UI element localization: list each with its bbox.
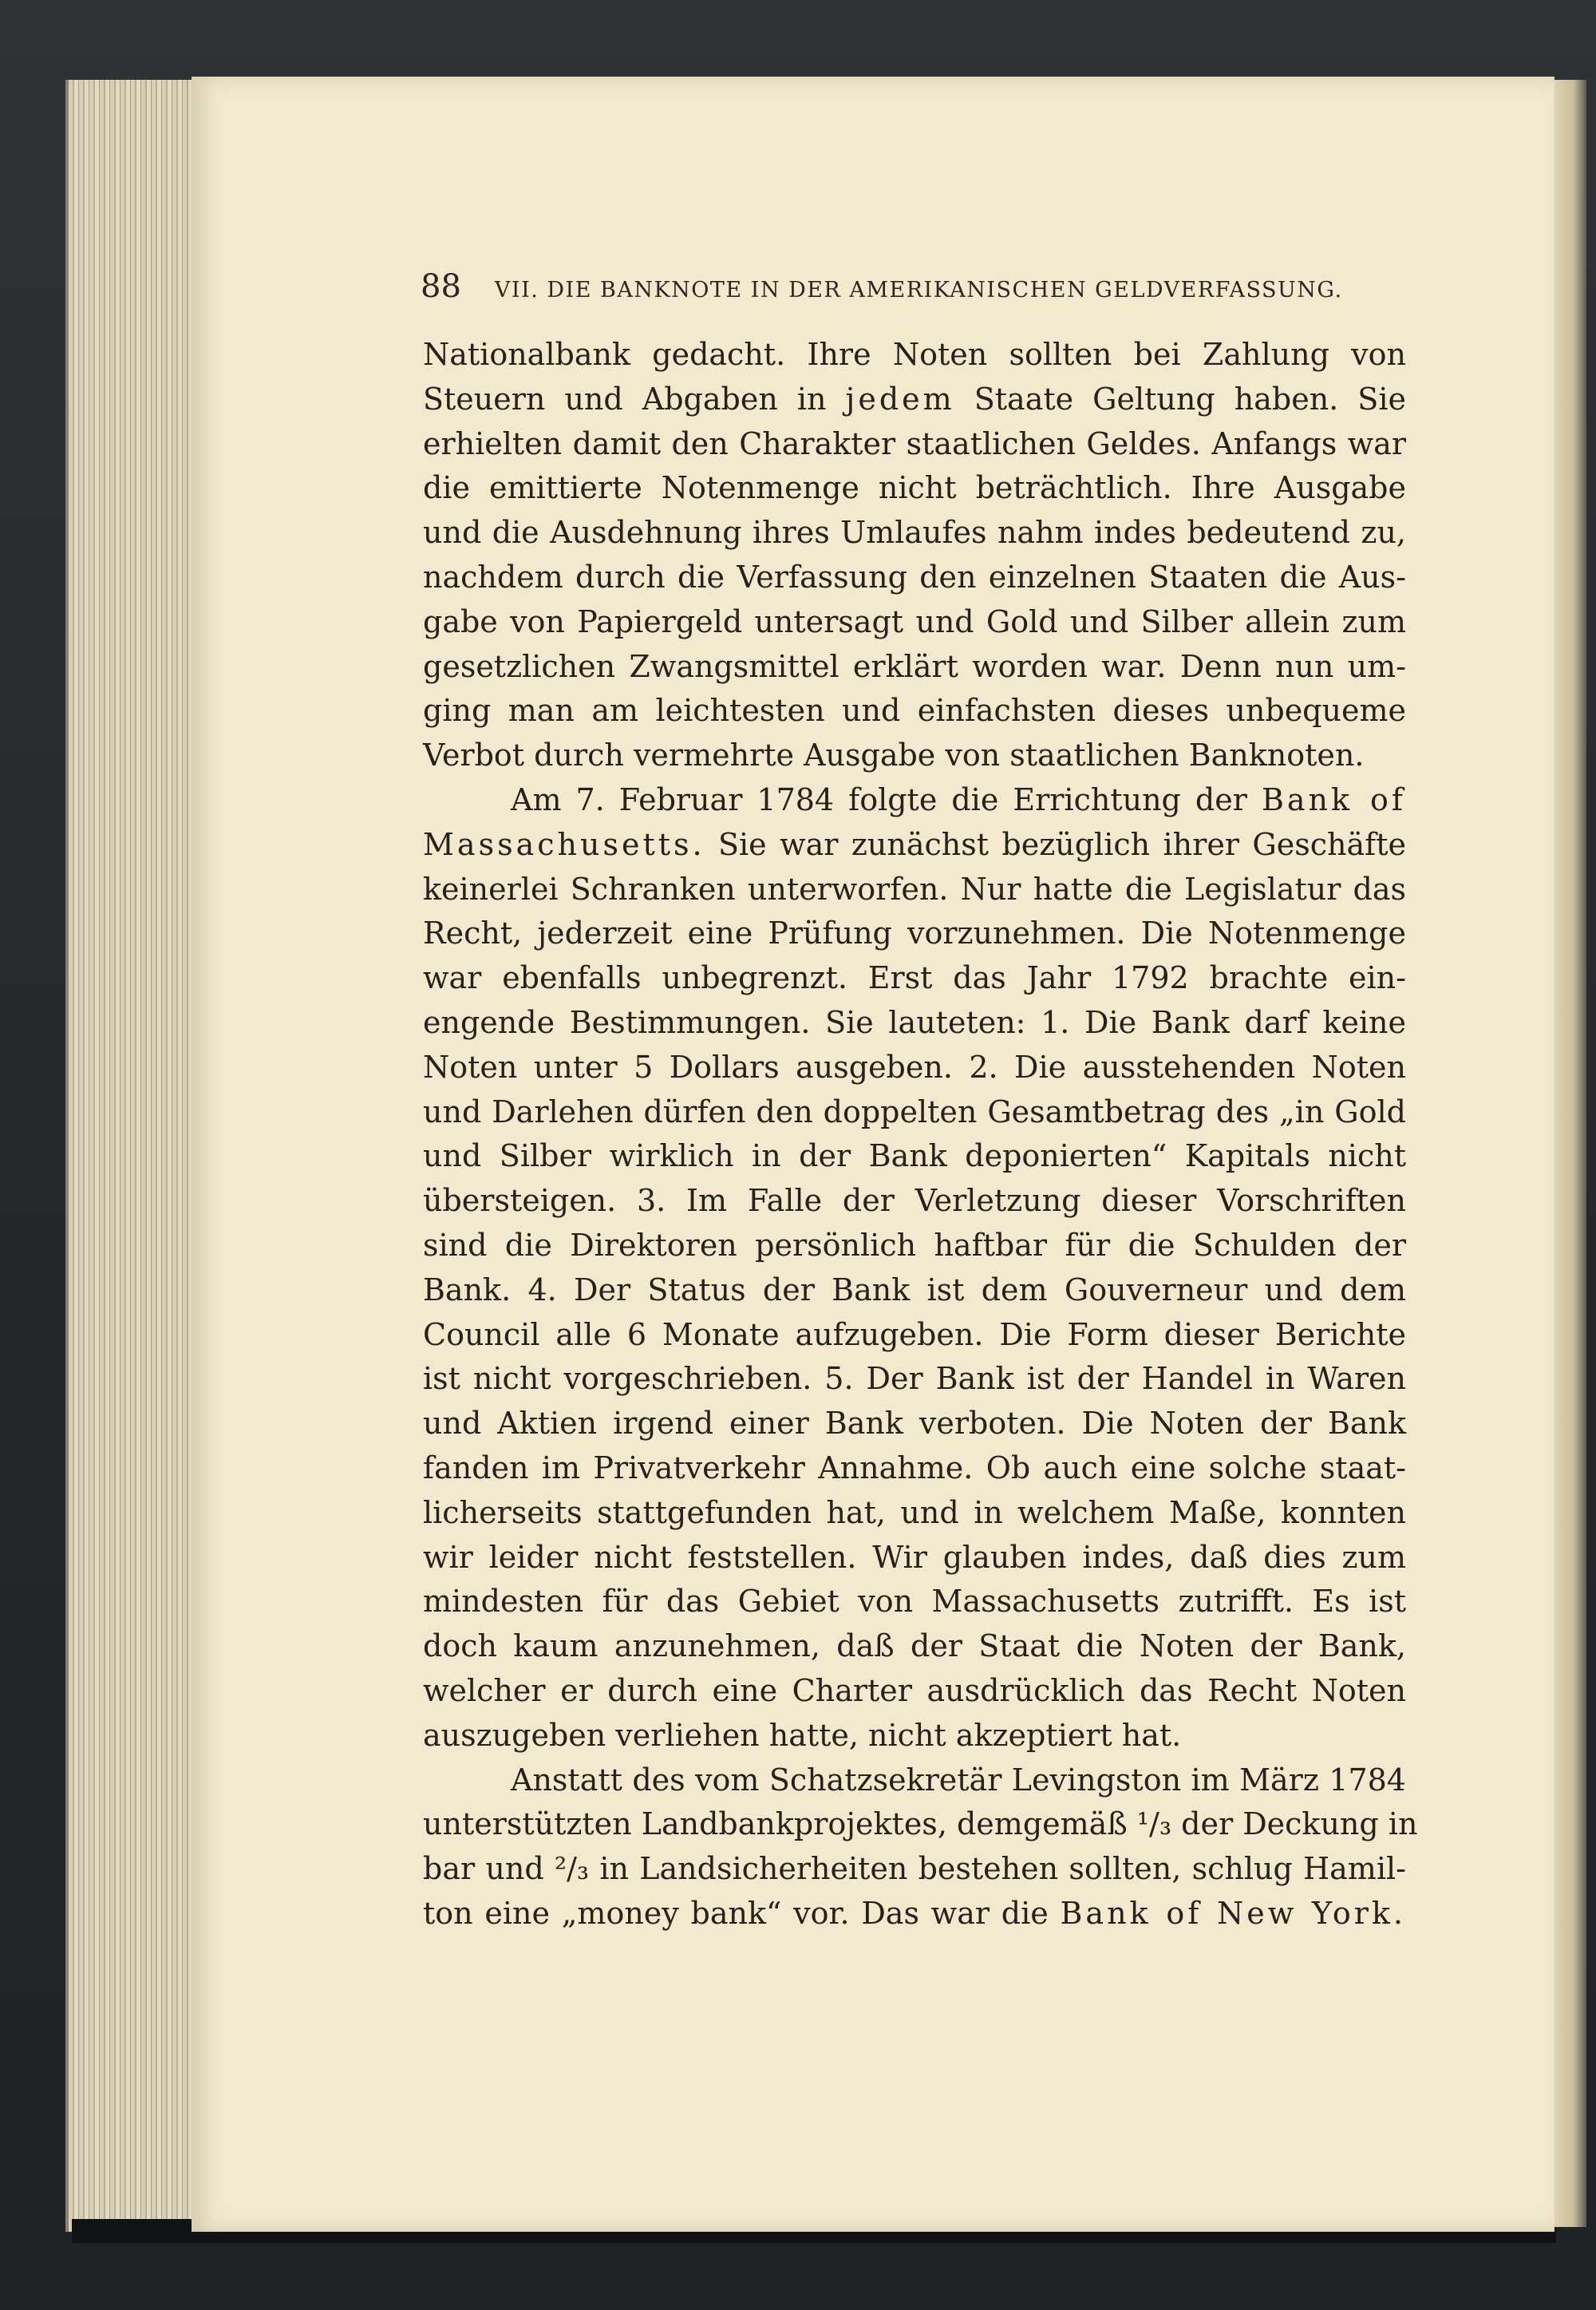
text-line: doch kaum anzunehmen, daß der Staat die Noten der Bank,: [423, 1628, 1406, 1664]
emphasized-text: Massachusetts.: [423, 826, 705, 862]
text-line: [423, 378, 1406, 422]
emphasized-text: Bank of New York.: [1060, 1895, 1406, 1931]
text-span: Staate Geltung haben. Sie: [974, 381, 1406, 417]
text-line: gesetzlichen Zwangsmittel erklärt worden war. Denn nun um-: [423, 648, 1406, 684]
text-line: gabe von Papiergeld untersagt und Gold und Silber allein zum: [423, 603, 1406, 639]
text-line: [423, 1892, 1406, 1936]
text-span: ton eine „money bank“ vor. Das war die: [423, 1895, 1049, 1931]
text-line: bar und ²/₃ in Landsicherheiten bestehen sollten, schlug Hamil-: [423, 1851, 1406, 1887]
text-line: und die Ausdehnung ihres Umlaufes nahm indes bedeutend zu,: [423, 515, 1406, 551]
text-line: erhielten damit den Charakter staatlichen Geldes. Anfangs war: [423, 425, 1406, 461]
text-line: Recht, jederzeit eine Prüfung vorzunehmen. Die Notenmenge: [423, 916, 1406, 951]
page-number: 88: [421, 268, 461, 305]
text-line: ging man am leichtesten und einfachsten dieses unbequeme: [423, 693, 1406, 729]
text-line: Verbot durch vermehrte Ausgabe von staatlichen Banknoten.: [423, 738, 1365, 773]
text-line: licherseits stattgefunden hat, und in welchem Maße, konnten: [423, 1494, 1406, 1530]
text-line: übersteigen. 3. Im Falle der Verletzung dieser Vorschriften: [423, 1183, 1406, 1219]
text-line: war ebenfalls unbegrenzt. Erst das Jahr 1792 brachte ein-: [423, 960, 1406, 996]
text-line: sind die Direktoren persönlich haftbar für die Schulden der: [423, 1227, 1406, 1263]
text-line: und Aktien irgend einer Bank verboten. Die Noten der Bank: [423, 1406, 1406, 1442]
text-line: nachdem durch die Verfassung den einzelnen Staaten die Aus-: [423, 559, 1406, 595]
text-line: Bank. 4. Der Status der Bank ist dem Gouverneur und dem: [423, 1272, 1406, 1307]
emphasized-text: jedem: [845, 381, 955, 417]
text-line: unterstützten Landbankprojektes, demgemäß ¹/₃ der Deckung in: [423, 1806, 1418, 1842]
text-line: Noten unter 5 Dollars ausgeben. 2. Die ausstehenden Noten: [423, 1049, 1406, 1085]
text-line: [423, 823, 1406, 868]
text-line: fanden im Privatverkehr Annahme. Ob auch eine solche staat-: [423, 1450, 1406, 1485]
text-line: auszugeben verliehen hatte, nicht akzeptiert hat.: [423, 1717, 1182, 1753]
text-line: welcher er durch eine Charter ausdrücklich das Recht Noten: [423, 1672, 1406, 1708]
emphasized-text: Bank of: [1261, 781, 1406, 817]
text-span: Steuern und Abgaben in: [423, 381, 827, 417]
text-line: Council alle 6 Monate aufzugeben. Die Form dieser Berichte: [423, 1316, 1406, 1352]
text-line: die emittierte Notenmenge nicht beträchtlich. Ihre Ausgabe: [423, 470, 1406, 506]
running-head: [421, 268, 1362, 308]
text-line: und Darlehen dürfen den doppelten Gesamtbetrag des „in Gold: [423, 1094, 1406, 1129]
text-line: [423, 778, 1406, 823]
text-span: Am 7. Februar 1784 folgte die Errichtung der: [511, 781, 1247, 817]
text-line: keinerlei Schranken unterworfen. Nur hatte die Legislatur das: [423, 871, 1406, 907]
text-line: Nationalbank gedacht. Ihre Noten sollten bei Zahlung von: [423, 337, 1406, 372]
text-line: mindesten für das Gebiet von Massachusetts zutrifft. Es ist: [423, 1584, 1406, 1620]
chapter-title: VII. DIE BANKNOTE IN DER AMERIKANISCHEN GELDVERFASSUNG.: [494, 278, 1343, 303]
text-line: ist nicht vorgeschrieben. 5. Der Bank ist der Handel in Waren: [423, 1361, 1406, 1397]
facing-page-edge: [1555, 80, 1586, 2227]
text-span: Sie war zunächst bezüglich ihrer Geschäfte: [717, 826, 1406, 862]
text-line: und Silber wirklich in der Bank deponierten“ Kapitals nicht: [423, 1138, 1406, 1174]
text-line: engende Bestimmungen. Sie lauteten: 1. Die Bank darf keine: [423, 1004, 1406, 1040]
text-line: wir leider nicht feststellen. Wir glauben indes, daß dies zum: [423, 1539, 1406, 1575]
text-line: Anstatt des vom Schatzsekretär Levingston im März 1784: [511, 1762, 1406, 1798]
page-edge-stack: [65, 80, 196, 2232]
body-text: [423, 333, 1418, 1936]
